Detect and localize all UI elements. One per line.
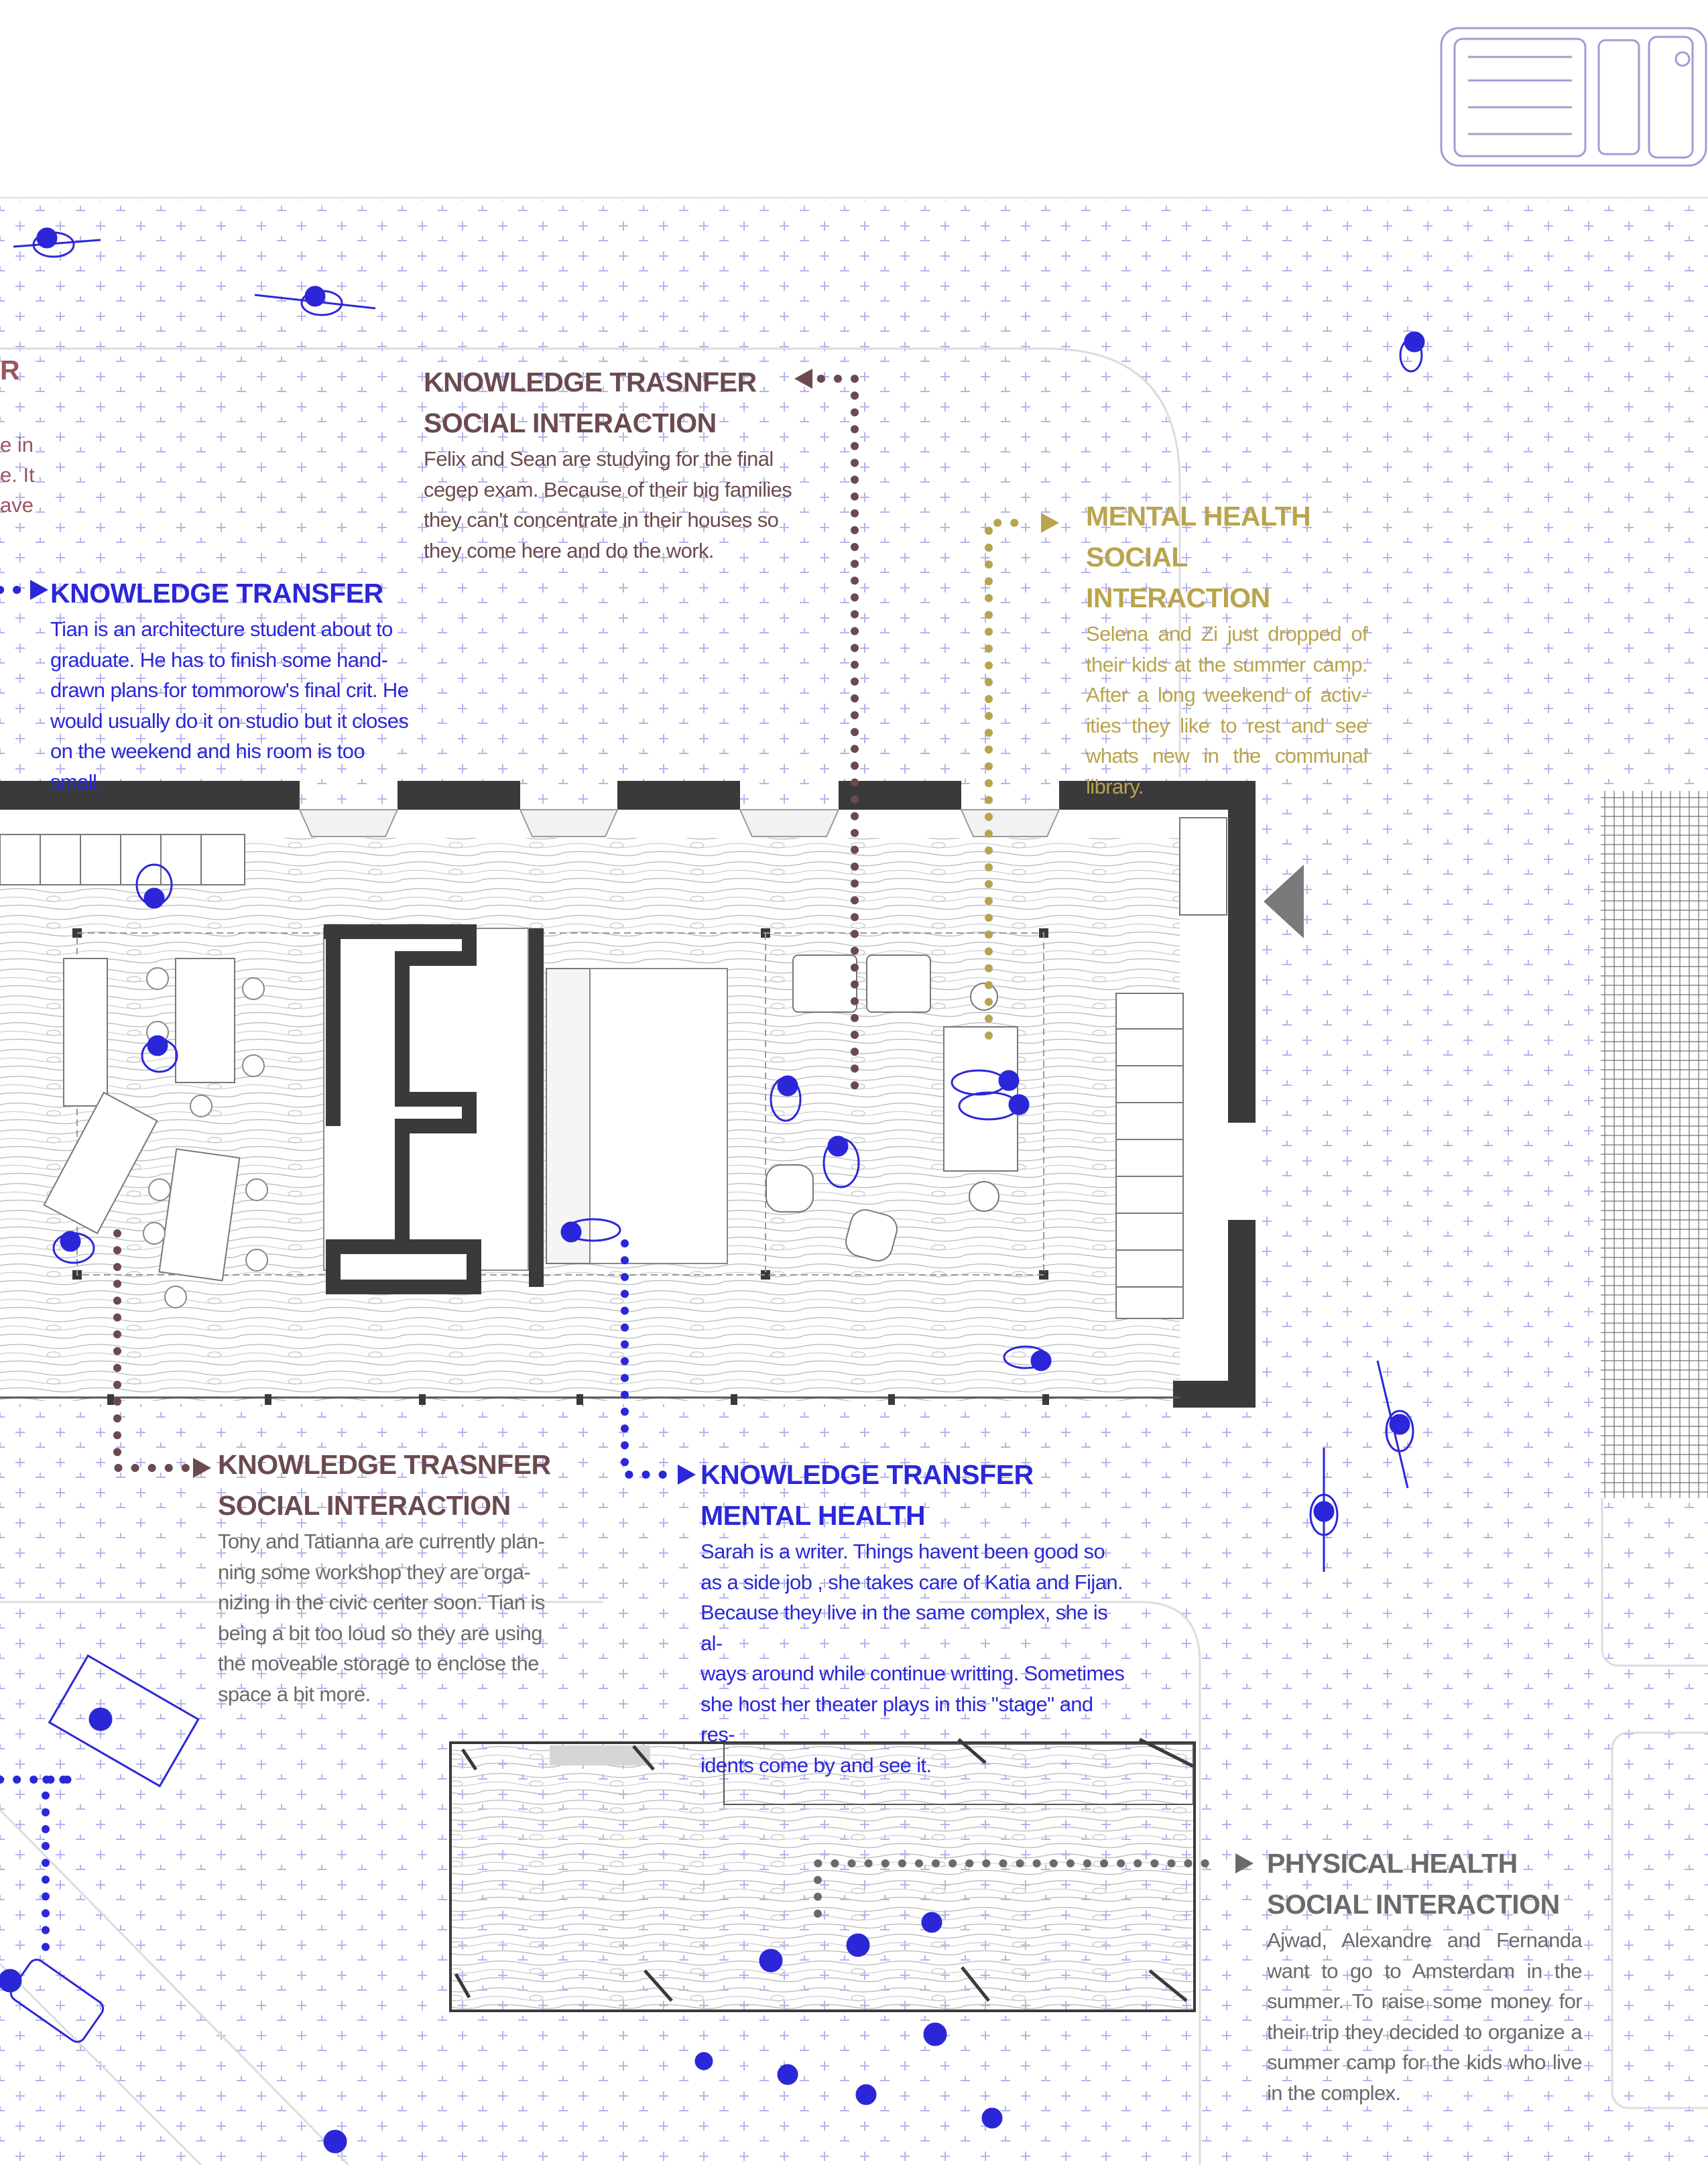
note-line: ning some workshop they are orga-	[218, 1560, 531, 1584]
note-line: Sarah is a writer. Things havent been good so	[700, 1540, 1105, 1563]
note-sarah	[700, 1455, 1130, 1780]
note-line: ities they like to rest and see	[1086, 713, 1367, 737]
note-line: cegep exam. Because of their big families	[424, 477, 792, 501]
note-subheading: SOCIAL INTERACTION	[1267, 1889, 1560, 1920]
note-line: being a bit too loud so they are using	[218, 1621, 542, 1645]
note-tony-tatianna	[218, 1444, 553, 1709]
note-line: library.	[1086, 774, 1144, 798]
note-subheading: SOCIAL INTERACTION	[1086, 542, 1270, 613]
note-selena-zi	[1086, 496, 1367, 802]
note-line: in the complex.	[1267, 2081, 1401, 2105]
note-line: whats new in the communal	[1086, 744, 1367, 767]
note-line: she host her theater plays in this "stage" and res-	[700, 1692, 1093, 1746]
note-subheading: SOCIAL INTERACTION	[424, 408, 717, 438]
note-line: they come here and do the work.	[424, 538, 714, 562]
left-heading-fragment: R	[0, 355, 20, 385]
note-line: drawn plans for tommorow's final crit. He	[50, 678, 409, 702]
note-line: on the weekend and his room is too small.	[50, 739, 365, 794]
note-tian	[50, 573, 412, 797]
neighbour-building	[1601, 791, 1708, 1498]
note-line: Tian is an architecture student about to	[50, 617, 393, 641]
note-felix-sean	[424, 362, 799, 566]
note-line: summer. To raise some money for	[1267, 1989, 1582, 2013]
note-heading: KNOWLEDGE TRASNFER	[424, 367, 757, 397]
note-heading: MENTAL HEALTH	[1086, 501, 1311, 532]
note-ajwad	[1267, 1843, 1582, 2108]
note-line: Ajwad, Alexandre and Fernanda	[1267, 1928, 1582, 1952]
note-subheading: SOCIAL INTERACTION	[218, 1490, 511, 1521]
note-heading: PHYSICAL HEALTH	[1267, 1848, 1518, 1879]
note-line: the moveable storage to enclose the	[218, 1652, 539, 1675]
left-text-fragment-3: ave	[0, 493, 34, 517]
note-line: their trip they decided to organize a	[1267, 2020, 1582, 2044]
note-heading: KNOWLEDGE TRANSFER	[700, 1459, 1034, 1490]
note-line: want to go to Amsterdam in the	[1267, 1959, 1582, 1983]
left-text-fragment-1: e in	[0, 433, 34, 456]
left-text-fragment-2: e. It	[0, 463, 35, 487]
note-line: Because they live in the same complex, she is al-	[700, 1601, 1108, 1655]
note-line: summer camp for the kids who live	[1267, 2050, 1582, 2074]
note-line: nizing in the civic center soon. Tian is	[218, 1591, 545, 1614]
note-line: After a long weekend of activ-	[1086, 683, 1367, 706]
library-floor-plan	[0, 781, 1304, 1408]
note-line: Felix and Sean are studying for the final	[424, 447, 774, 471]
note-line: they can't concentrate in their houses so	[424, 508, 779, 532]
note-line: idents come by and see it.	[700, 1753, 932, 1777]
note-line: as a side job , she takes care of Katia and Fijan.	[700, 1570, 1123, 1594]
note-line: Tony and Tatianna are currently plan-	[218, 1530, 545, 1553]
note-line: graduate. He has to finish some hand-	[50, 647, 388, 672]
note-line: would usually do it on studio but it closes	[50, 708, 409, 733]
note-line: ways around while continue writting. Sometimes	[700, 1662, 1125, 1685]
note-heading: KNOWLEDGE TRASNFER	[218, 1449, 551, 1480]
note-line: Selena and Zi just dropped of	[1086, 622, 1367, 645]
note-line: their kids at the summer camp.	[1086, 652, 1367, 676]
note-line: space a bit more.	[218, 1682, 371, 1706]
note-subheading: MENTAL HEALTH	[700, 1500, 926, 1531]
note-heading: KNOWLEDGE TRANSFER	[50, 578, 383, 609]
